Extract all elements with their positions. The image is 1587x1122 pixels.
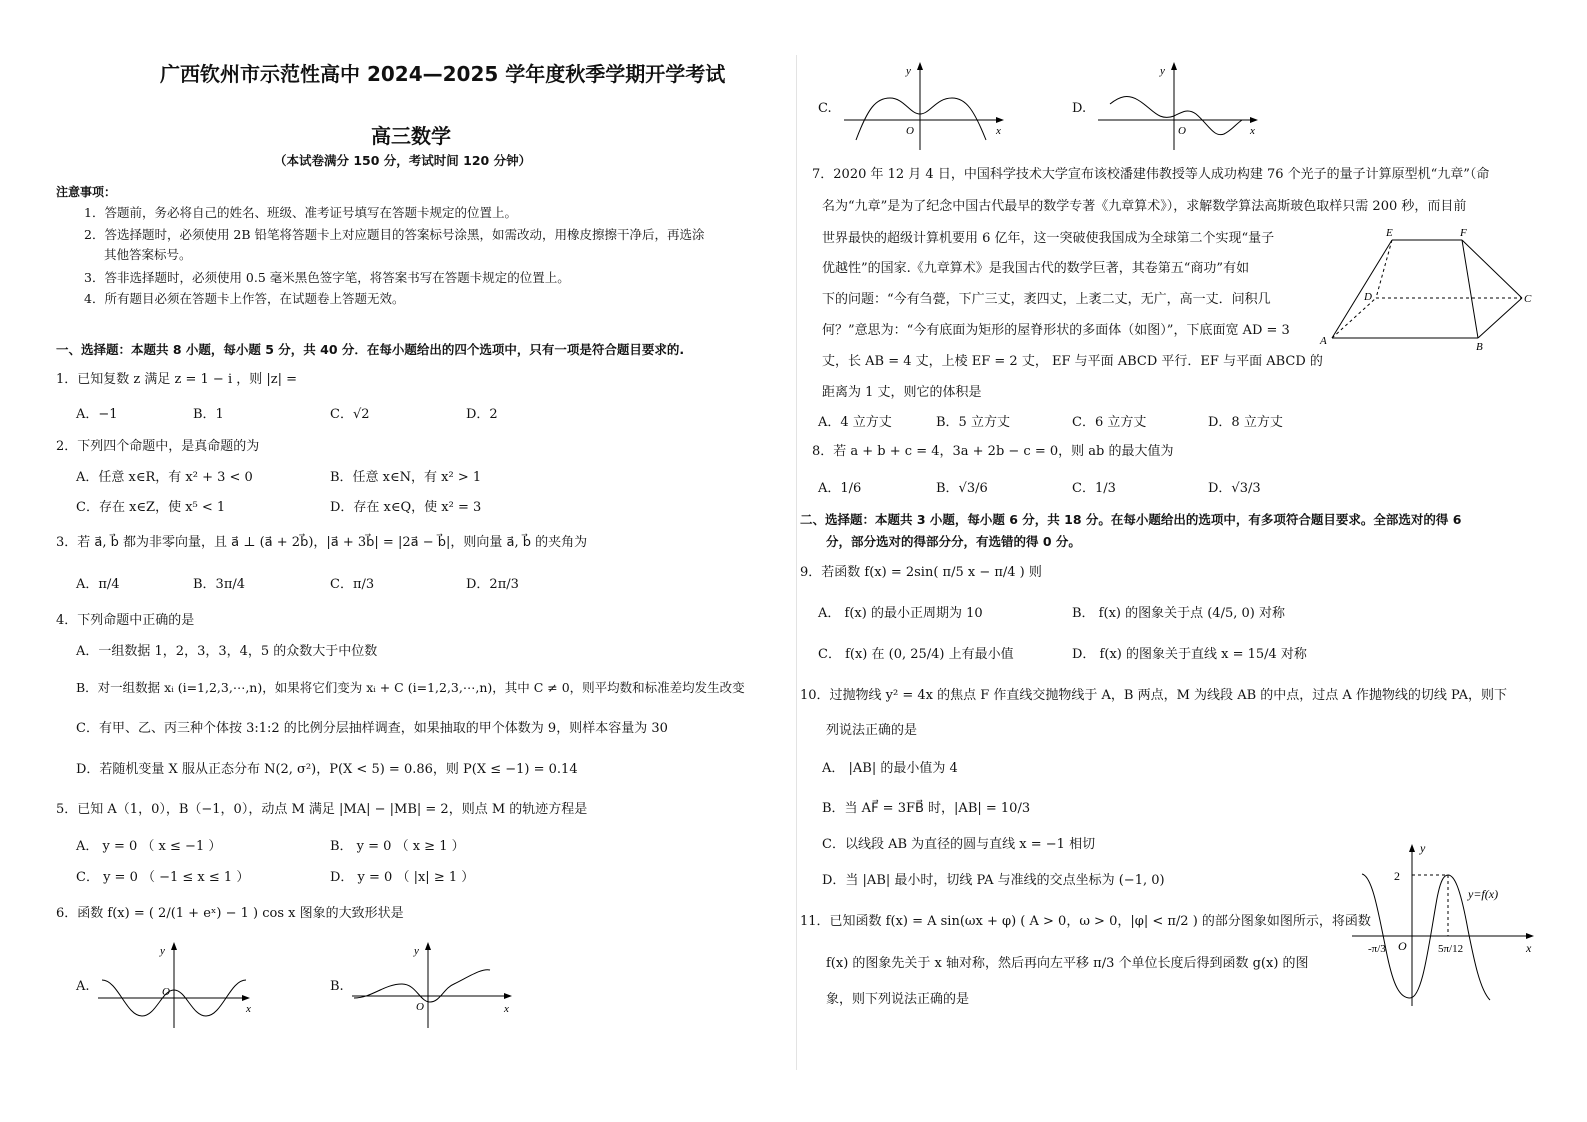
q3-option-b: B．3π/4 <box>193 577 246 592</box>
q6-option-c: C. <box>818 101 832 116</box>
q10-option-a: A． |AB| 的最小值为 4 <box>822 761 958 776</box>
q7-label-c: C <box>1524 293 1532 305</box>
q7-line: 优越性”的国家.《九章算术》是我国古代的数学巨著，其卷第五“商功”有如 <box>822 261 1250 276</box>
q4-option-a: A．一组数据 1，2，3，3，4，5 的众数大于中位数 <box>76 644 378 659</box>
q7-option-c: C．6 立方丈 <box>1072 415 1147 430</box>
q10-option-c: C．以线段 AB 为直径的圆与直线 x = −1 相切 <box>822 837 1096 852</box>
exam-title: 广西钦州市示范性高中 2024—2025 学年度秋季学期开学考试 <box>160 62 726 86</box>
q11-line: f(x) 的图象先关于 x 轴对称，然后再向左平移 π/3 个单位长度后得到函数 g(x) 的图 <box>826 956 1309 971</box>
q1-stem: 1．已知复数 z 满足 z = 1 − i ，则 |z| = <box>56 372 298 387</box>
q6a-x-label: x <box>246 1003 251 1015</box>
q3-option-a: A．π/4 <box>76 577 120 592</box>
q2-stem: 2．下列四个命题中，是真命题的为 <box>56 439 260 454</box>
q10-line: 10．过抛物线 y² = 4x 的焦点 F 作直线交抛物线于 A，B 两点，M 为线段 AB 的中点，过点 A 作抛物线的切线 PA，则下 <box>800 688 1507 703</box>
q7-polyhedron-figure <box>1310 226 1540 354</box>
note-item: 2．答选择题时，必须使用 2B 铅笔将答题卡上对应题目的答案标号涂黑，如需改动，用橡皮擦擦干净后，再选涂 <box>84 227 705 242</box>
q6d-x-label: x <box>1250 125 1255 137</box>
q7-label-b: B <box>1476 341 1483 353</box>
section-2-heading: 二、选择题：本题共 3 小题，每小题 6 分，共 18 分。在每小题给出的选项中，有多项符合题目要求。全部选对的得 6 <box>800 512 1462 527</box>
q9-option-d: D． f(x) 的图象关于直线 x = 15/4 对称 <box>1072 647 1307 662</box>
q8-option-a: A．1/6 <box>818 481 862 496</box>
q1-option-d: D．2 <box>466 407 498 422</box>
q6c-x-label: x <box>996 125 1001 137</box>
q8-stem: 8．若 a + b + c = 4，3a + 2b − c = 0，则 ab 的最大值为 <box>812 444 1174 459</box>
q7-option-d: D．8 立方丈 <box>1208 415 1283 430</box>
section-1-heading: 一、选择题：本题共 8 小题，每小题 5 分，共 40 分．在每小题给出的四个选项中，只有一项是符合题目要求的. <box>56 342 685 357</box>
q5-stem: 5．已知 A（1，0），B（−1，0），动点 M 满足 |MA| − |MB| = 2，则点 M 的轨迹方程是 <box>56 802 588 817</box>
note-item: 4．所有题目必须在答题卡上作答，在试题卷上答题无效。 <box>84 291 405 306</box>
q11-func-label: y=f(x) <box>1468 887 1499 901</box>
q11-line: 11．已知函数 f(x) = A sin(ωx + φ) ( A > 0，ω > 0，|φ| < π/2 ) 的部分图象如图所示，将函数 <box>800 914 1371 929</box>
q7-line: 何？”意思为：“今有底面为矩形的屋脊形状的多面体（如图）”，下底面宽 AD = 3 <box>822 323 1290 338</box>
q8-option-b: B．√3/6 <box>936 481 988 496</box>
q4-option-c: C．有甲、乙、丙三种个体按 3:1:2 的比例分层抽样调查，如果抽取的甲个体数为 9，则样本容量为 30 <box>76 721 668 736</box>
q6b-x-label: x <box>504 1003 509 1015</box>
q7-label-d: D <box>1364 291 1372 303</box>
q4-option-b: B．对一组数据 xᵢ (i=1,2,3,⋯,n)，如果将它们变为 xᵢ + C (i=1,2,3,⋯,n)，其中 C ≠ 0，则平均数和标准差均发生改变 <box>76 680 745 695</box>
q6-stem: 6．函数 f(x) = ( 2/(1 + eˣ) − 1 ) cos x 图象的大致形状是 <box>56 906 404 921</box>
q5-option-c: C． y = 0 （ −1 ≤ x ≤ 1 ） <box>76 870 250 885</box>
q6-graph-d <box>1096 60 1266 152</box>
q7-option-b: B．5 立方丈 <box>936 415 1010 430</box>
q1-option-b: B．1 <box>193 407 224 422</box>
q7-line: 世界最快的超级计算机要用 6 亿年，这一突破使我国成为全球第二个实现“量子 <box>822 231 1275 246</box>
q3-option-c: C．π/3 <box>330 577 375 592</box>
q5-option-d: D． y = 0 （ |x| ≥ 1 ） <box>330 870 475 885</box>
q6-graph-a <box>96 940 256 1030</box>
q5-option-b: B． y = 0 （ x ≥ 1 ） <box>330 839 465 854</box>
q7-line: 7．2020 年 12 月 4 日，中国科学技术大学宣布该校潘建伟教授等人成功构建 76 个光子的量子计算原型机“九章”（命 <box>812 167 1490 182</box>
exam-info: （本试卷满分 150 分，考试时间 120 分钟） <box>274 153 532 168</box>
q2-option-b: B．任意 x∈N，有 x² > 1 <box>330 470 482 485</box>
q6c-origin: O <box>906 125 914 137</box>
q11-left-tick: -π/3 <box>1368 943 1386 955</box>
q4-option-d: D．若随机变量 X 服从正态分布 N(2, σ²)，P(X < 5) = 0.86，则 P(X ≤ −1) = 0.14 <box>76 762 578 777</box>
q10-option-b: B．当 AF⃗ = 3FB⃗ 时，|AB| = 10/3 <box>822 801 1031 816</box>
q6b-origin: O <box>416 1001 424 1013</box>
q1-option-a: A．−1 <box>76 407 118 422</box>
q6a-origin: O <box>162 986 170 998</box>
note-item: 1．答题前，务必将自己的姓名、班级、准考证号填写在答题卡规定的位置上。 <box>84 205 517 220</box>
q6-option-d: D. <box>1072 101 1087 116</box>
q3-option-d: D．2π/3 <box>466 577 519 592</box>
q2-option-d: D．存在 x∈Q，使 x² = 3 <box>330 500 482 515</box>
exam-subject: 高三数学 <box>371 124 451 148</box>
q7-line: 距离为 1 丈，则它的体积是 <box>822 385 982 400</box>
q11-graph <box>1348 840 1542 1010</box>
q2-option-c: C．存在 x∈Z，使 x⁵ < 1 <box>76 500 226 515</box>
q3-stem: 3．若 a⃗, b⃗ 都为非零向量，且 a⃗ ⊥ (a⃗ + 2b⃗)，|a⃗ + 3b⃗| = |2a⃗ − b⃗|，则向量 a⃗, b⃗ 的夹角为 <box>56 535 588 550</box>
q7-label-a: A <box>1320 335 1327 347</box>
q7-label-e: E <box>1386 227 1393 239</box>
q2-option-a: A．任意 x∈R，有 x² + 3 < 0 <box>76 470 253 485</box>
left-column <box>56 0 788 1122</box>
q9-option-b: B． f(x) 的图象关于点 (4/5, 0) 对称 <box>1072 606 1285 621</box>
q4-stem: 4．下列命题中正确的是 <box>56 613 195 628</box>
q8-option-d: D．√3/3 <box>1208 481 1261 496</box>
q10-line: 列说法正确的是 <box>826 723 918 738</box>
q5-option-a: A． y = 0 （ x ≤ −1 ） <box>76 839 222 854</box>
right-column <box>800 0 1542 1122</box>
q6d-origin: O <box>1178 125 1186 137</box>
notes-heading: 注意事项： <box>56 185 117 199</box>
section-2-heading-cont: 分，部分选对的得部分分，有选错的得 0 分。 <box>826 534 1081 549</box>
q11-right-tick: 5π/12 <box>1438 943 1464 955</box>
q11-peak-label: 2 <box>1394 869 1400 883</box>
q7-line: 丈，长 AB = 4 丈，上棱 EF = 2 丈， EF 与平面 ABCD 平行．EF 与平面 ABCD 的 <box>822 354 1323 369</box>
q9-option-a: A． f(x) 的最小正周期为 10 <box>818 606 983 621</box>
q8-option-c: C．1/3 <box>1072 481 1116 496</box>
q1-option-c: C．√2 <box>330 407 370 422</box>
q11-x-label: x <box>1526 941 1532 955</box>
q11-origin: O <box>1398 939 1407 953</box>
q11-y-label: y <box>1420 841 1426 855</box>
column-divider <box>796 55 797 1070</box>
q6-graph-b <box>350 940 520 1030</box>
q7-line: 下的问题：“今有刍甍，下广三丈，袤四丈，上袤二丈，无广，高一丈．问积几 <box>822 292 1271 307</box>
q7-line: 名为“九章”是为了纪念中国古代最早的数学专著《九章算术》），求解数学算法高斯玻色取样只需 200 秒，而目前 <box>822 199 1467 214</box>
q10-option-d: D．当 |AB| 最小时，切线 PA 与准线的交点坐标为 (−1, 0) <box>822 873 1165 888</box>
q9-stem: 9．若函数 f(x) = 2sin( π/5 x − π/4 ) 则 <box>800 565 1042 580</box>
q6b-y-label: y <box>414 945 419 957</box>
q6-graph-c <box>842 60 1012 152</box>
q9-option-c: C． f(x) 在 (0, 25/4) 上有最小值 <box>818 647 1014 662</box>
q6a-y-label: y <box>160 945 165 957</box>
q11-line: 象，则下列说法正确的是 <box>826 992 970 1007</box>
q7-option-a: A．4 立方丈 <box>818 415 892 430</box>
q6-option-a: A. <box>76 979 90 994</box>
q6d-y-label: y <box>1160 65 1165 77</box>
q6-option-b: B. <box>330 979 344 994</box>
note-item: 其他答案标号。 <box>104 247 192 262</box>
q6c-y-label: y <box>906 65 911 77</box>
note-item: 3．答非选择题时，必须使用 0.5 毫米黑色签字笔，将答案书写在答题卡规定的位置上。 <box>84 270 570 285</box>
q7-label-f: F <box>1460 227 1467 239</box>
